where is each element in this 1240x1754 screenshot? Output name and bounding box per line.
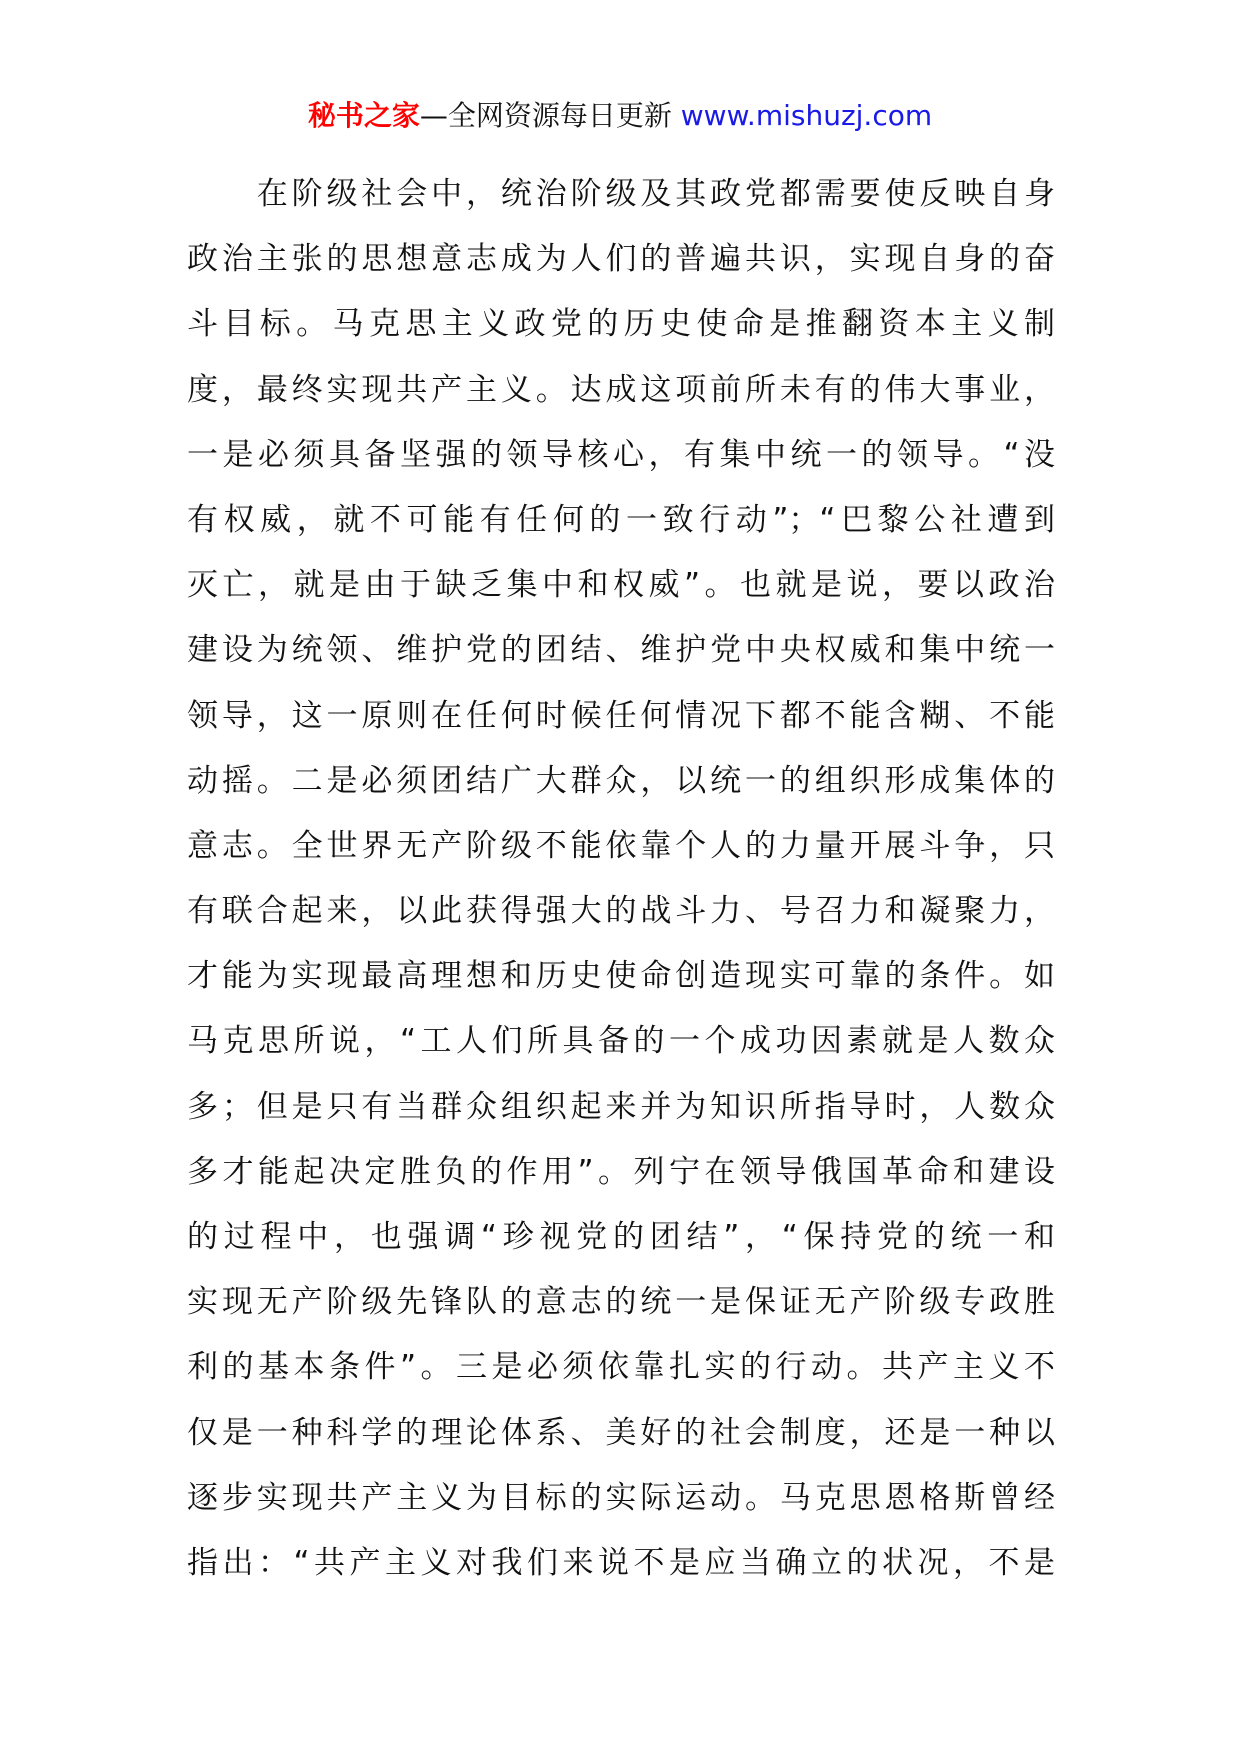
paragraph-line: 才能为实现最高理想和历史使命创造现实可靠的条件。如 xyxy=(187,958,1055,995)
paragraph-line: 政治主张的思想意志成为人们的普遍共识，实现自身的奋 xyxy=(187,241,1055,278)
paragraph-line: 斗目标。马克思主义政党的历史使命是推翻资本主义制 xyxy=(187,306,1055,343)
paragraph-line: 仅是一种科学的理论体系、美好的社会制度，还是一种以 xyxy=(187,1414,1055,1451)
paragraph-line: 多；但是只有当群众组织起来并为知识所指导时，人数众 xyxy=(187,1088,1055,1125)
paragraph-line: 多才能起决定胜负的作用”。列宁在领导俄国革命和建设 xyxy=(187,1153,1055,1190)
paragraph-line: 领导，这一原则在任何时候任何情况下都不能含糊、不能 xyxy=(187,697,1055,734)
paragraph-line: 有权威，就不可能有任何的一致行动”；“巴黎公社遭到 xyxy=(187,501,1055,538)
paragraph-line: 一是必须具备坚强的领导核心，有集中统一的领导。“没 xyxy=(187,436,1055,473)
paragraph-line: 指出：“共产主义对我们来说不是应当确立的状况，不是 xyxy=(187,1544,1055,1581)
article-body xyxy=(187,162,1055,1596)
site-url-link[interactable]: www.mishuzj.com xyxy=(680,99,933,132)
site-brand-name: 秘书之家 xyxy=(307,99,420,132)
paragraph-line: 有联合起来，以此获得强大的战斗力、号召力和凝聚力， xyxy=(187,893,1055,930)
paragraph-line: 的过程中，也强调“珍视党的团结”，“保持党的统一和 xyxy=(187,1219,1055,1255)
paragraph-line: 度，最终实现共产主义。达成这项前所未有的伟大事业， xyxy=(187,371,1055,408)
paragraph-line: 在阶级社会中，统治阶级及其政党都需要使反映自身 xyxy=(187,176,1055,212)
site-header xyxy=(0,96,1240,136)
paragraph-line: 马克思所说，“工人们所具备的一个成功因素就是人数众 xyxy=(187,1023,1055,1060)
site-slogan: —全网资源每日更新 xyxy=(419,99,681,132)
paragraph-line: 利的基本条件”。三是必须依靠扎实的行动。共产主义不 xyxy=(187,1349,1055,1386)
paragraph-line: 意志。全世界无产阶级不能依靠个人的力量开展斗争，只 xyxy=(187,827,1055,864)
paragraph-line: 灭亡，就是由于缺乏集中和权威”。也就是说，要以政治 xyxy=(187,567,1055,604)
paragraph-line: 逐步实现共产主义为目标的实际运动。马克思恩格斯曾经 xyxy=(187,1479,1055,1516)
paragraph-line: 动摇。二是必须团结广大群众，以统一的组织形成集体的 xyxy=(187,762,1055,799)
paragraph-line: 实现无产阶级先锋队的意志的统一是保证无产阶级专政胜 xyxy=(187,1284,1055,1321)
paragraph-line: 建设为统领、维护党的团结、维护党中央权威和集中统一 xyxy=(187,632,1055,669)
